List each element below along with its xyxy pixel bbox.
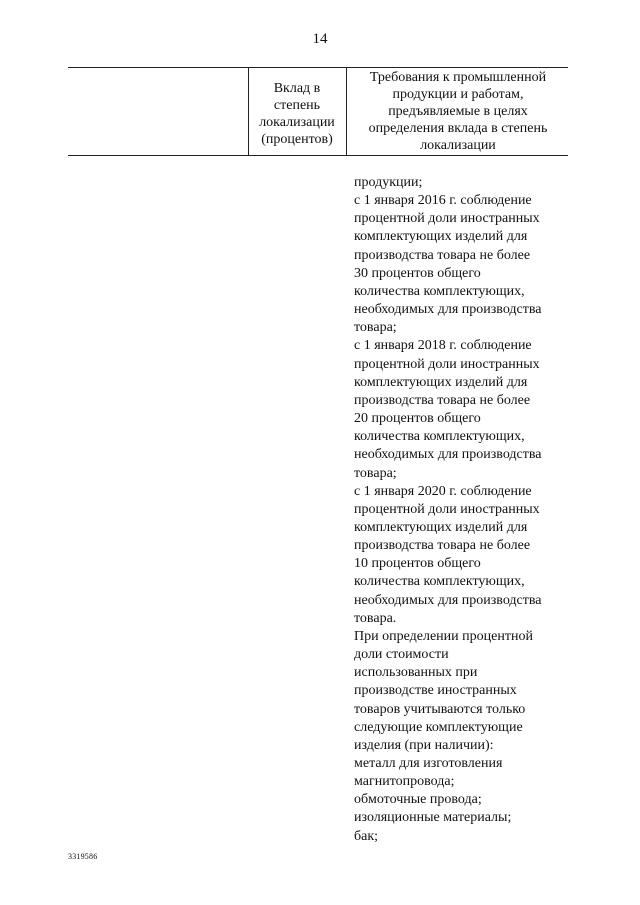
body-text-line: следующие комплектующие <box>354 719 523 735</box>
body-text-line: использованных при <box>354 665 478 681</box>
document-code: 3319586 <box>68 852 98 861</box>
body-text-line: товаров учитываются только <box>354 701 526 717</box>
body-text-line: с 1 января 2020 г. соблюдение <box>354 483 532 499</box>
body-text-line: количества комплектующих, <box>354 429 525 445</box>
body-text-line: комплектующих изделий для <box>354 519 528 535</box>
body-text-line: комплектующих изделий для <box>354 374 528 390</box>
body-text-line: 10 процентов общего <box>354 556 481 572</box>
column-divider-2 <box>346 67 347 156</box>
body-text-line: процентной доли иностранных <box>354 211 540 227</box>
body-text-line: 30 процентов общего <box>354 265 481 281</box>
body-text-line: количества комплектующих, <box>354 283 525 299</box>
header-line: (процентов) <box>261 132 333 147</box>
table-top-border <box>68 67 568 68</box>
body-text-line: доли стоимости <box>354 647 449 663</box>
body-text-line: необходимых для производства <box>354 302 542 318</box>
body-text-line: с 1 января 2016 г. соблюдение <box>354 193 532 209</box>
body-text-line: необходимых для производства <box>354 447 542 463</box>
body-text-line: производства товара не более <box>354 247 531 263</box>
header-cell-requirements <box>348 69 568 154</box>
body-text-line: процентной доли иностранных <box>354 501 540 517</box>
body-text-line: При определении процентной <box>354 628 533 644</box>
body-text-line: магнитопровода; <box>354 774 455 790</box>
requirements-body-text <box>354 174 574 846</box>
body-text-line: товара; <box>354 320 397 336</box>
body-text-line: товара; <box>354 465 397 481</box>
header-line: предъявляемые в целях <box>388 104 528 119</box>
body-text-line: комплектующих изделий для <box>354 229 528 245</box>
header-line: Требования к промышленной <box>369 70 547 85</box>
body-text-line: товара. <box>354 610 397 626</box>
body-text-line: производстве иностранных <box>354 683 517 699</box>
header-cell-localization-contribution <box>249 80 345 148</box>
body-text-line: процентной доли иностранных <box>354 356 540 372</box>
header-line: Вклад в <box>273 81 321 96</box>
body-text-line: обмоточные провода; <box>354 792 482 808</box>
header-line: локализации <box>259 115 335 130</box>
body-text-line: количества комплектующих, <box>354 574 525 590</box>
body-text-line: продукции; <box>354 175 423 190</box>
body-text-line: с 1 января 2018 г. соблюдение <box>354 338 532 354</box>
page-number: 14 <box>312 31 328 47</box>
table-header-bottom-border <box>68 155 568 156</box>
header-line: продукции и работам, <box>392 87 524 102</box>
body-text-line: бак; <box>354 828 379 844</box>
body-text-line: изделия (при наличии): <box>354 737 494 753</box>
body-text-line: необходимых для производства <box>354 592 542 608</box>
header-line: степень <box>273 98 321 113</box>
body-text-line: металл для изготовления <box>354 756 503 771</box>
body-text-line: изоляционные материалы; <box>354 810 512 826</box>
header-line: локализации <box>420 138 496 153</box>
body-text-line: производства товара не более <box>354 538 531 554</box>
header-line: определения вклада в степень <box>368 121 548 136</box>
body-text-line: 20 процентов общего <box>354 411 481 427</box>
body-text-line: производства товара не более <box>354 392 531 408</box>
